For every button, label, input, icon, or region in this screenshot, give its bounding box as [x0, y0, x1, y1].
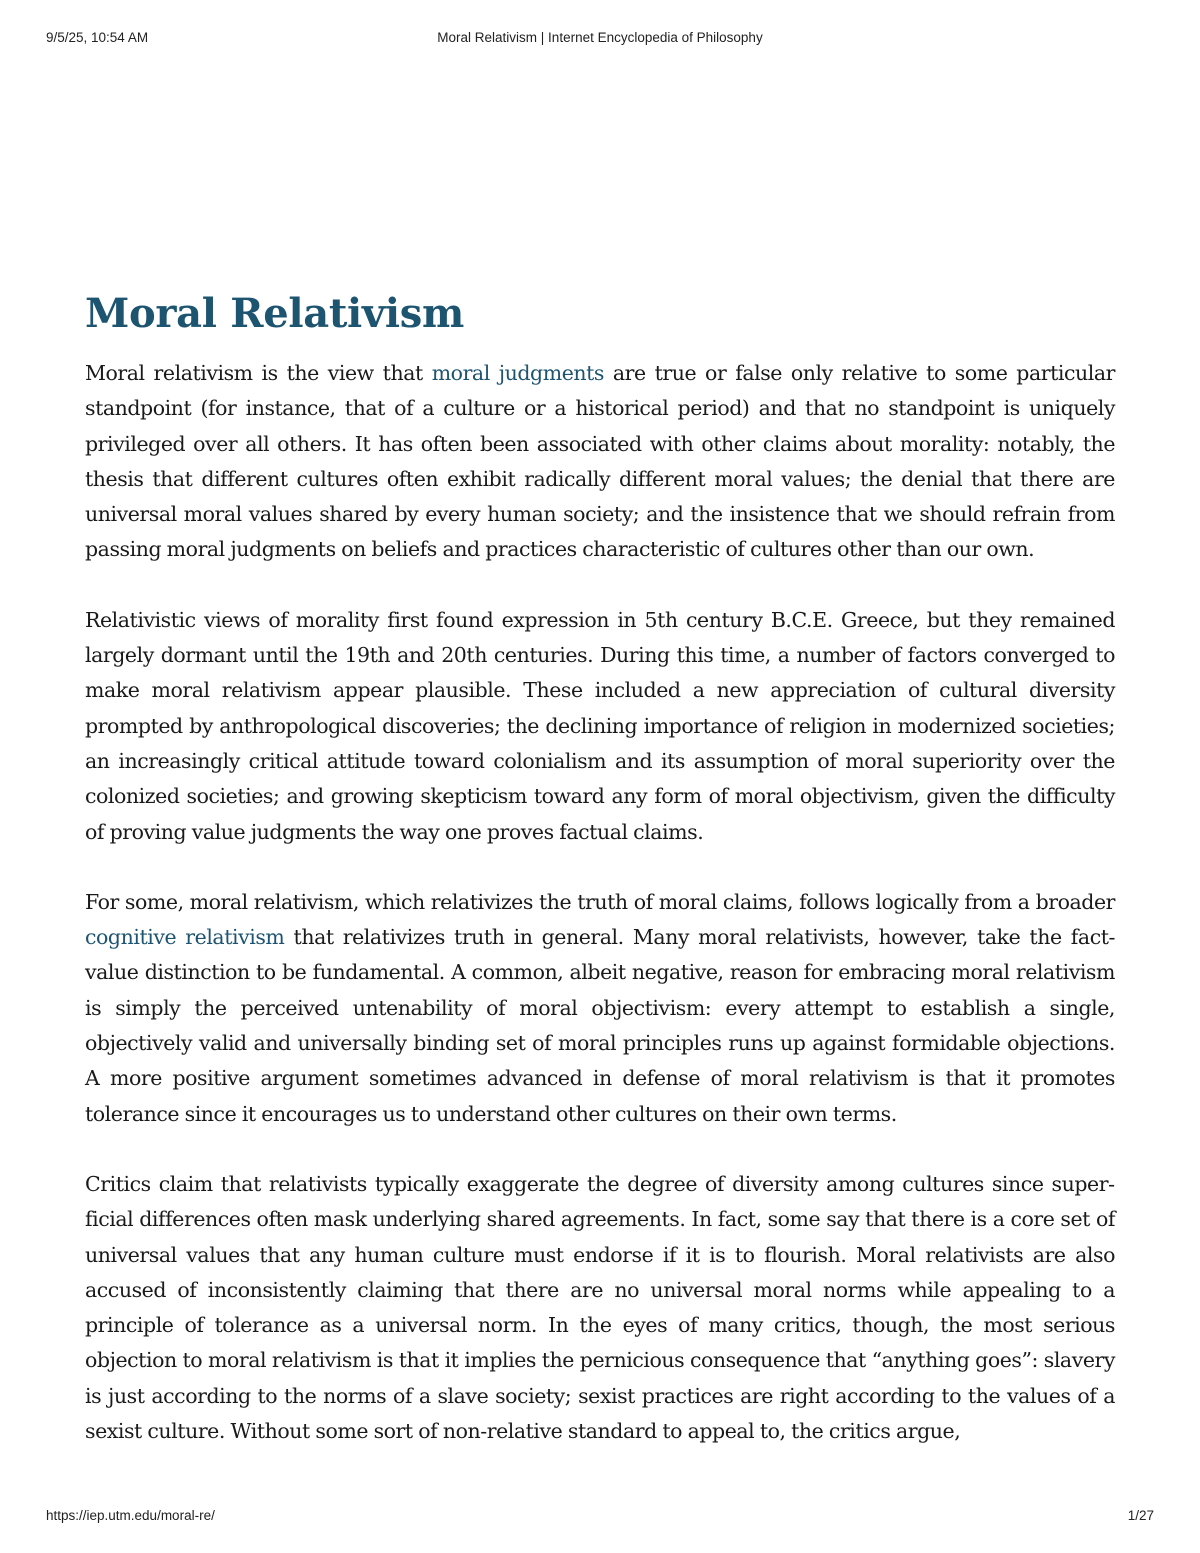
paragraph-text: For some, moral relativism, which relativizes the truth of moral claims, follows logically from a broader [85, 889, 1115, 914]
moral-judgments-link[interactable]: moral judgments [431, 361, 604, 385]
article [85, 288, 1115, 1449]
print-footer [46, 1508, 1154, 1528]
print-url: https://iep.utm.edu/moral-re/ [46, 1508, 215, 1523]
paragraph-intro [85, 356, 1115, 568]
print-page-title: Moral Relativism | Internet Encyclopedia of Philosophy [437, 30, 763, 45]
paragraph-critics: Critics claim that relativists typically exaggerate the degree of diversity among cultures since superficial differences often mask underlying shared agreements. In fact, some say that there is a core set of universal values that any human culture must endorse if it is to flourish. Moral relativists are also accused of inconsistently claiming that there are no universal moral norms while appealing to a principle of tolerance as a universal norm. In the eyes of many critics, though, the most serious objection to moral relativism is that it implies the pernicious consequence that “anything goes”: slavery is just according to the norms of a slave society; sexist practices are right according to the values of a sexist culture. Without some sort of non-relative standard to appeal to, the critics argue, [85, 1171, 1115, 1444]
print-header [46, 30, 1154, 50]
print-datetime: 9/5/25, 10:54 AM [46, 30, 149, 45]
cognitive-relativism-link[interactable]: cognitive relativism [85, 925, 285, 950]
article-title: Moral Relativism [85, 290, 465, 337]
print-page-number: 1/27 [1127, 1508, 1154, 1523]
paragraph-text: are true or false only relative to some particular standpoint (for instance, that of a culture or a historical period) and that no standpoint is uniquely privileged over all others. It has often been associated with other claims about morality: notably, the thesis that different cultures often exhibit radically different moral values; the denial that there are universal moral values shared by every human society; and the insistence that we should refrain from passing moral judgments on beliefs and practices characteristic of cultures other than our own. [85, 361, 1115, 562]
paragraph-arguments [85, 885, 1115, 1132]
paragraph-text: Moral relativism is the view that [85, 361, 432, 385]
paragraph-history: Relativistic views of morality first found expression in 5th century B.C.E. Greece, but they remained largely dormant until the 19th and 20th centuries. During this time, a number of factors converged to make moral relativism appear plausible. These included a new appreciation of cultural diversity prompted by anthropological discoveries; the declining importance of religion in modernized societies; an increasingly critical attitude toward colonialism and its assumption of moral superiority over the colonized societies; and growing skepticism toward any form of moral objectivism, given the difficulty of proving value judgments the way one proves factual claims. [85, 607, 1115, 844]
paragraph-text: that relativizes truth in general. Many moral relativists, however, take the fact-value distinction to be fundamental. A common, albeit negative, reason for embracing moral relativism is simply the perceived untenability of moral objectivism: every attempt to establish a single, objectively valid and universally binding set of moral principles runs up against formidable objections. A more positive argument sometimes advanced in defense of moral relativism is that it promotes tolerance since it encourages us to understand other cultures on their own terms. [85, 925, 1115, 1126]
